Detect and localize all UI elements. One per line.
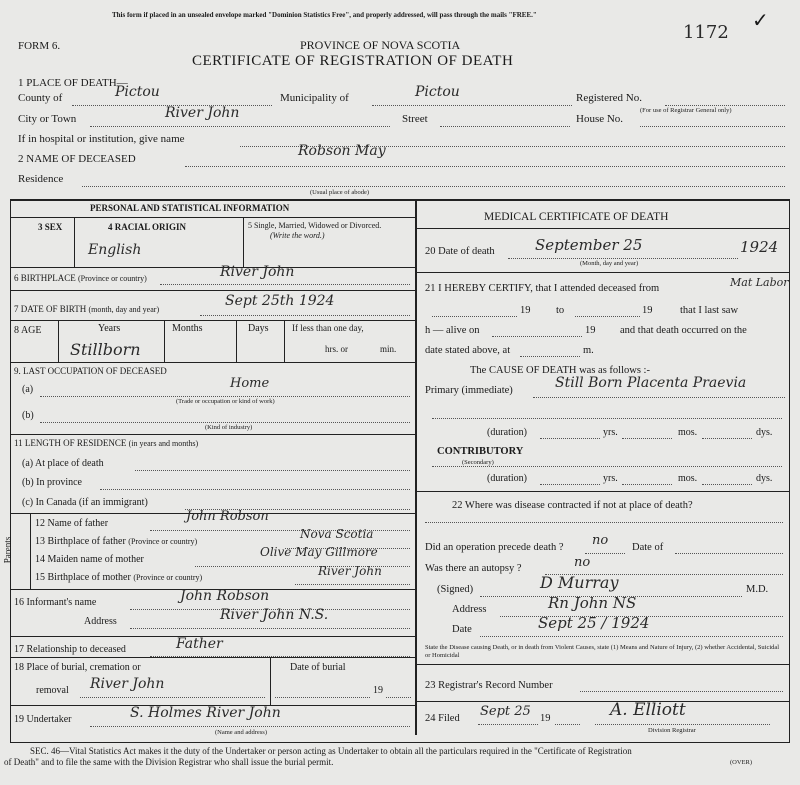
division-note: Division Registrar [648,727,696,734]
line2-to: to [556,305,565,316]
house-label: House No. [576,113,624,125]
med-date-label: Date [452,624,472,635]
dob-text: 7 DATE OF BIRTH [14,304,87,314]
primary-label: Primary (immediate) [425,385,513,396]
mail-note: This form if placed in an unsealed envelope marked "Dominion Statistics Free", and properly addressed, will pass through the mails "FREE." [112,11,537,19]
duration-1: (duration) [487,427,527,438]
informant-label: 16 Informant's name [14,597,97,608]
primary-value: Still Born Placenta Praevia [555,375,747,391]
table-top-border [10,199,790,201]
burial-label: 18 Place of burial, cremation or [14,662,141,673]
removal-line [80,697,265,698]
record-label: 23 Registrar's Record Number [425,680,553,691]
duration-2-yrs-line [540,484,600,485]
burial-date-line [275,697,370,698]
date-death-rule [417,272,789,273]
table-right-border [789,199,790,743]
dob-label [14,304,159,314]
operation-value: no [592,533,609,548]
father-bp-note: (Province or country) [128,537,198,546]
personal-heading: PERSONAL AND STATISTICAL INFORMATION [90,203,290,213]
residence-label: Residence [18,173,64,185]
mother-bp-value: River John [318,564,382,578]
row-rule-3 [10,320,415,321]
table-left-border [10,199,11,743]
municipality-value: Pictou [415,84,460,100]
county-label: County of [18,92,63,104]
occ-b-label: (b) [22,410,34,421]
date-of-line [675,553,783,554]
in-province-line [100,489,410,490]
alive-19: 19 [585,325,596,336]
county-value: Pictou [115,84,160,100]
contributory-line [432,466,782,467]
row-rule-5 [10,434,415,435]
address-line [130,628,410,629]
father-name-label: 12 Name of father [35,518,109,529]
occ-a-value: Home [230,376,270,391]
med-address-label: Address [452,604,487,615]
province-heading: PROVINCE OF NOVA SCOTIA [300,38,461,52]
relationship-value: Father [176,636,223,652]
registration-number: 1172 [683,22,729,43]
duration-1-mos-line [622,438,672,439]
age-value: Stillborn [70,340,141,359]
mother-bp-text: 15 Birthplace of mother [35,572,131,583]
occ-a-line [40,396,410,397]
days-label: Days [248,323,269,334]
residence-length-label [14,438,198,448]
certify-value: Mat Labor [730,276,789,289]
informant-value: John Robson [180,588,270,604]
form-number: FORM 6. [18,40,61,52]
city-line [90,126,390,127]
street-line [440,126,570,127]
dob-value: Sept 25th 1924 [225,293,335,309]
removal-label: removal [36,685,69,696]
street-label: Street [402,113,428,125]
mother-maiden-value: Olive May Gillmore [260,545,378,559]
burial-divider [270,657,271,705]
burial-year-line [386,697,411,698]
row-rule-9 [10,657,415,658]
industry-note: (Kind of industry) [205,424,253,431]
alive-on: h — alive on [425,325,480,336]
certify-line: 21 I HEREBY CERTIFY, that I attended deceased from [425,283,660,294]
mother-bp-line [295,584,410,585]
hospital-label: If in hospital or institution, give name [18,133,185,145]
age-divider-2 [164,320,165,362]
operation-label: Did an operation precede death ? [425,542,564,553]
municipality-label: Municipality of [280,92,349,104]
m-label: m. [583,345,594,356]
age-divider-3 [236,320,237,362]
parents-label: Parents [2,536,13,564]
filed-line [478,724,538,725]
yrs-1: yrs. [603,427,618,438]
date-death-label: 20 Date of death [425,246,495,257]
filed-value: Sept 25 [480,704,531,719]
filed-year: 19 [540,713,551,724]
undertaker-label: 19 Undertaker [14,714,72,725]
duration-2-dys-line [702,484,752,485]
father-bp-value: Nova Scotia [300,527,374,541]
disease-line [425,522,783,523]
mother-maiden-label: 14 Maiden name of mother [35,554,144,565]
racial-divider [243,217,244,267]
in-province-label: (b) In province [22,477,82,488]
footer-line-2: of Death" and to file the same with the Division Registrar who shall issue the burial permit. [4,757,334,767]
trade-note: (Trade or occupation or kind of work) [176,398,275,405]
footer-line-1: SEC. 46—Vital Statistics Act makes it the duty of the Undertaker or person acting as Undertaker to obtain all the particulars required in the "Certificate of Registration [30,746,632,756]
relationship-label: 17 Relationship to deceased [14,644,126,655]
primary-line-2 [432,418,782,419]
racial-value: English [88,242,142,258]
dob-note: (month, day and year) [88,305,160,314]
birthplace-line [160,284,410,285]
name-value: Robson May [298,143,386,159]
name-label: 2 NAME OF DECEASED [18,153,136,165]
duration-2: (duration) [487,473,527,484]
father-name-value: John Robson [186,509,269,524]
mother-bp-label [35,572,202,583]
registered-no-label: Registered No. [576,92,642,104]
duration-1-yrs-line [540,438,600,439]
signed-label: (Signed) [437,584,474,595]
to-line [575,316,640,317]
disease-contracted: 22 Where was disease contracted if not at place of death? [452,500,693,511]
from-line [432,316,517,317]
table-divider [415,199,417,735]
line2-last-saw: that I last saw [680,305,739,316]
dob-line [200,315,410,316]
duration-1-dys-line [702,438,752,439]
med-date-line [480,636,783,637]
signed-value: D Murray [540,573,619,592]
undertaker-value: S. Holmes River John [130,705,281,721]
marital-note: (Write the word.) [270,231,325,240]
registered-no-line [665,105,785,106]
occupation-label: 9. LAST OCCUPATION OF DECEASED [14,366,167,376]
md-label: M.D. [746,584,769,595]
months-label: Months [172,323,203,334]
residence-line [82,186,785,187]
mother-bp-note: (Province or country) [133,573,203,582]
row-rule-4 [10,362,415,363]
check-mark-icon: ✓ [752,10,769,32]
division-registrar-line [595,724,770,725]
contributory-label: CONTRIBUTORY [437,446,524,457]
house-line [640,126,785,127]
date-death-line [508,258,738,259]
certificate-title: CERTIFICATE OF REGISTRATION OF DEATH [192,53,514,69]
residence-length-note: (in years and months) [128,439,199,448]
personal-heading-rule [10,217,415,218]
autopsy-label: Was there an autopsy ? [425,563,522,574]
line2-19b: 19 [642,305,653,316]
mos-1: mos. [678,427,698,438]
birthplace-note: (Province or country) [77,274,147,283]
less-than-day: If less than one day, [292,323,364,333]
medical-heading-rule [417,228,789,229]
table-bottom-border [10,742,790,743]
date-death-note: (Month, day and year) [580,260,639,267]
date-death-year: 1924 [740,238,779,256]
duration-2-mos-line [622,484,672,485]
dys-1: dys. [756,427,773,438]
violent-note: State the Disease causing Death, or in death from Violent Causes, state (1) Means and Nature of Injury, (2) whether Accidental, Suicidal or Homicidal [425,644,780,659]
occ-a-label: (a) [22,384,34,395]
burial-year-prefix: 19 [373,685,383,696]
operation-line [585,553,625,554]
in-canada-label: (c) In Canada (if an immigrant) [22,497,148,508]
undertaker-line [90,726,410,727]
med-date-value: Sept 25 / 1924 [538,614,650,632]
mos-2: mos. [678,473,698,484]
filed-label: 24 Filed [425,713,460,724]
yrs-2: yrs. [603,473,618,484]
date-death-value: September 25 [535,236,643,254]
med-address-value: Rn John NS [548,594,637,612]
birthplace-label [14,273,147,283]
age-divider-4 [284,320,285,362]
father-bp-label [35,536,197,547]
footer-over: (OVER) [730,759,753,766]
undertaker-note: (Name and address) [215,729,267,736]
city-label: City or Town [18,113,77,125]
residence-note: (Usual place of abode) [310,189,370,196]
sex-label: 3 SEX [38,222,63,232]
min-label: min. [380,344,397,354]
hrs-label: hrs. or [325,344,348,354]
birthplace-text: 6 BIRTHPLACE [14,273,76,283]
parents-divider [30,513,31,589]
sex-divider [74,217,75,267]
record-rule [417,701,789,702]
contributory-rule [417,491,789,492]
date-stated-line [520,356,580,357]
place-of-death-heading: 1 PLACE OF DEATH— [18,77,128,89]
occ-b-line [40,422,410,423]
name-line [185,166,785,167]
date-stated: date stated above, at [425,345,511,356]
residence-length-text: 11 LENGTH OF RESIDENCE [14,438,127,448]
age-divider-1 [58,320,59,362]
marital-label: 5 Single, Married, Widowed or Divorced. [248,221,382,230]
burial-value: River John [90,676,165,692]
record-line [580,691,783,692]
row-rule-2 [10,290,415,291]
date-of-label: Date of [632,542,664,553]
line2-19a: 19 [520,305,531,316]
birthplace-value: River John [220,264,295,280]
death-occurred: and that death occurred on the [620,325,747,336]
secondary-note: (Secondary) [462,459,494,466]
date-burial-label: Date of burial [290,662,346,673]
cause-label: The CAUSE OF DEATH was as follows :- [470,365,650,376]
father-bp-text: 13 Birthplace of father [35,536,126,547]
municipality-line [372,105,572,106]
at-place-label: (a) At place of death [22,458,104,469]
primary-line [533,397,785,398]
filed-year-line [555,724,580,725]
autopsy-value: no [574,555,591,570]
address-value: River John N.S. [220,607,329,623]
at-place-line [135,470,410,471]
city-value: River John [165,105,240,121]
row-rule-1 [10,267,415,268]
violent-rule [417,664,789,665]
registrar-signature: A. Elliott [610,700,686,720]
dys-2: dys. [756,473,773,484]
address-label: Address [84,616,117,627]
medical-heading: MEDICAL CERTIFICATE OF DEATH [484,211,669,223]
registrar-use-note: (For use of Registrar General only) [640,107,732,114]
age-label: 8 AGE [14,325,42,336]
alive-line [492,336,582,337]
racial-label: 4 RACIAL ORIGIN [108,222,187,232]
years-label: Years [98,323,121,334]
